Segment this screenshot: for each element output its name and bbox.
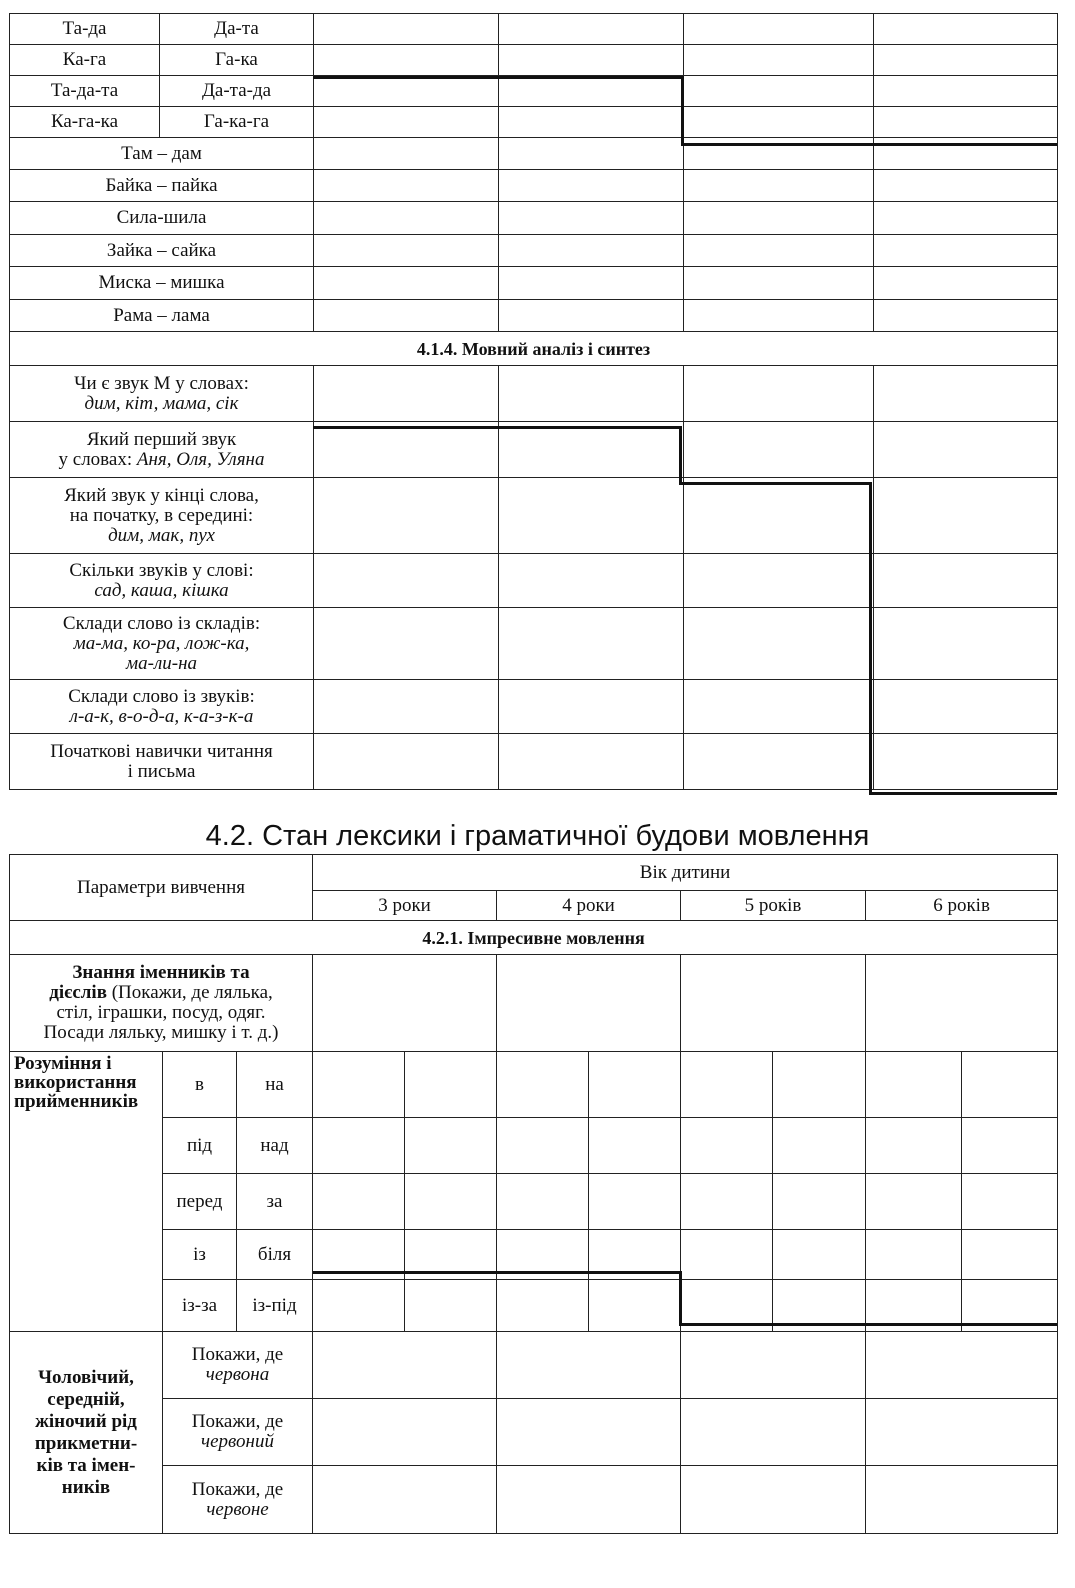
section-heading: 4.2. Стан лексики і граматичної будови мовлення [205,820,870,852]
preposition-cell: над [237,1118,313,1174]
task-cell: Початкові навички читання і письма [10,734,314,790]
syllable-cell: Да-та-да [160,76,314,107]
prepositions-label: Розуміння і використання прийменників [10,1052,163,1332]
task-cell: Склади слово із звуків: л-а-к, в-о-д-а, к-а-з-к-а [10,680,314,734]
word-pair-cell: Зайка – сайка [10,235,314,267]
preposition-cell: в [163,1052,237,1118]
staircase-line [313,426,681,429]
table-phonemic [9,13,1058,790]
staircase-line [869,482,872,794]
word-pair-cell: Сила-шила [10,202,314,235]
syllable-cell: Ка-га-ка [10,107,160,138]
staircase-line [681,76,684,145]
preposition-cell: перед [163,1174,237,1230]
preposition-cell: із-за [163,1280,237,1332]
task-cell: Який перший звук у словах: Аня, Оля, Уляна [10,422,314,478]
age-3-header: 3 роки [313,891,497,921]
nouns-verbs-cell: Знання іменників та дієслів (Покажи, де лялька, стіл, іграшки, посуд, одяг. Посади ляльку, мишку і т. д.) [10,955,313,1052]
staircase-line [679,426,682,484]
staircase-line [681,143,1057,146]
preposition-cell: за [237,1174,313,1230]
task-cell: Склади слово із складів: ма-ма, ко-ра, лож-ка, ма-ли-на [10,608,314,680]
preposition-cell: під [163,1118,237,1174]
show-color-cell: Покажи, де червона [163,1332,313,1399]
param-header: Параметри вивчення [10,855,313,921]
age-header: Вік дитини [313,855,1058,891]
syllable-cell: Ка-га [10,45,160,76]
age-4-header: 4 роки [497,891,681,921]
task-cell: Чи є звук М у словах: дим, кіт, мама, сік [10,366,314,422]
staircase-line [313,76,683,79]
word-pair-cell: Рама – лама [10,300,314,332]
staircase-line [679,1323,1057,1326]
staircase-line [679,1271,682,1326]
preposition-cell: біля [237,1230,313,1280]
word-pair-cell: Там – дам [10,138,314,170]
syllable-cell: Та-да [10,14,160,45]
preposition-cell: із [163,1230,237,1280]
task-cell: Який звук у кінці слова, на початку, в середині: дим, мак, пух [10,478,314,554]
syllable-cell: Га-ка [160,45,314,76]
section-title: 4.2.1. Імпресивне мовлення [10,921,1058,955]
syllable-cell: Та-да-та [10,76,160,107]
age-5-header: 5 років [681,891,866,921]
preposition-cell: на [237,1052,313,1118]
staircase-line [313,1271,681,1274]
word-pair-cell: Миска – мишка [10,267,314,300]
task-cell: Скільки звуків у слові: сад, каша, кішка [10,554,314,608]
word-pair-cell: Байка – пайка [10,170,314,202]
syllable-cell: Га-ка-га [160,107,314,138]
staircase-line [679,482,871,485]
show-color-cell: Покажи, де червоне [163,1466,313,1534]
staircase-line [869,792,1057,795]
show-color-cell: Покажи, де червоний [163,1399,313,1466]
preposition-cell: із-під [237,1280,313,1332]
syllable-cell: Да-та [160,14,314,45]
section-title: 4.1.4. Мовний аналіз і синтез [10,332,1058,366]
age-6-header: 6 років [866,891,1058,921]
gender-label: Чоловічий, середній, жіночий рід прикметни- ків та імен- ників [10,1332,163,1534]
table-lexicon [9,854,1058,1534]
